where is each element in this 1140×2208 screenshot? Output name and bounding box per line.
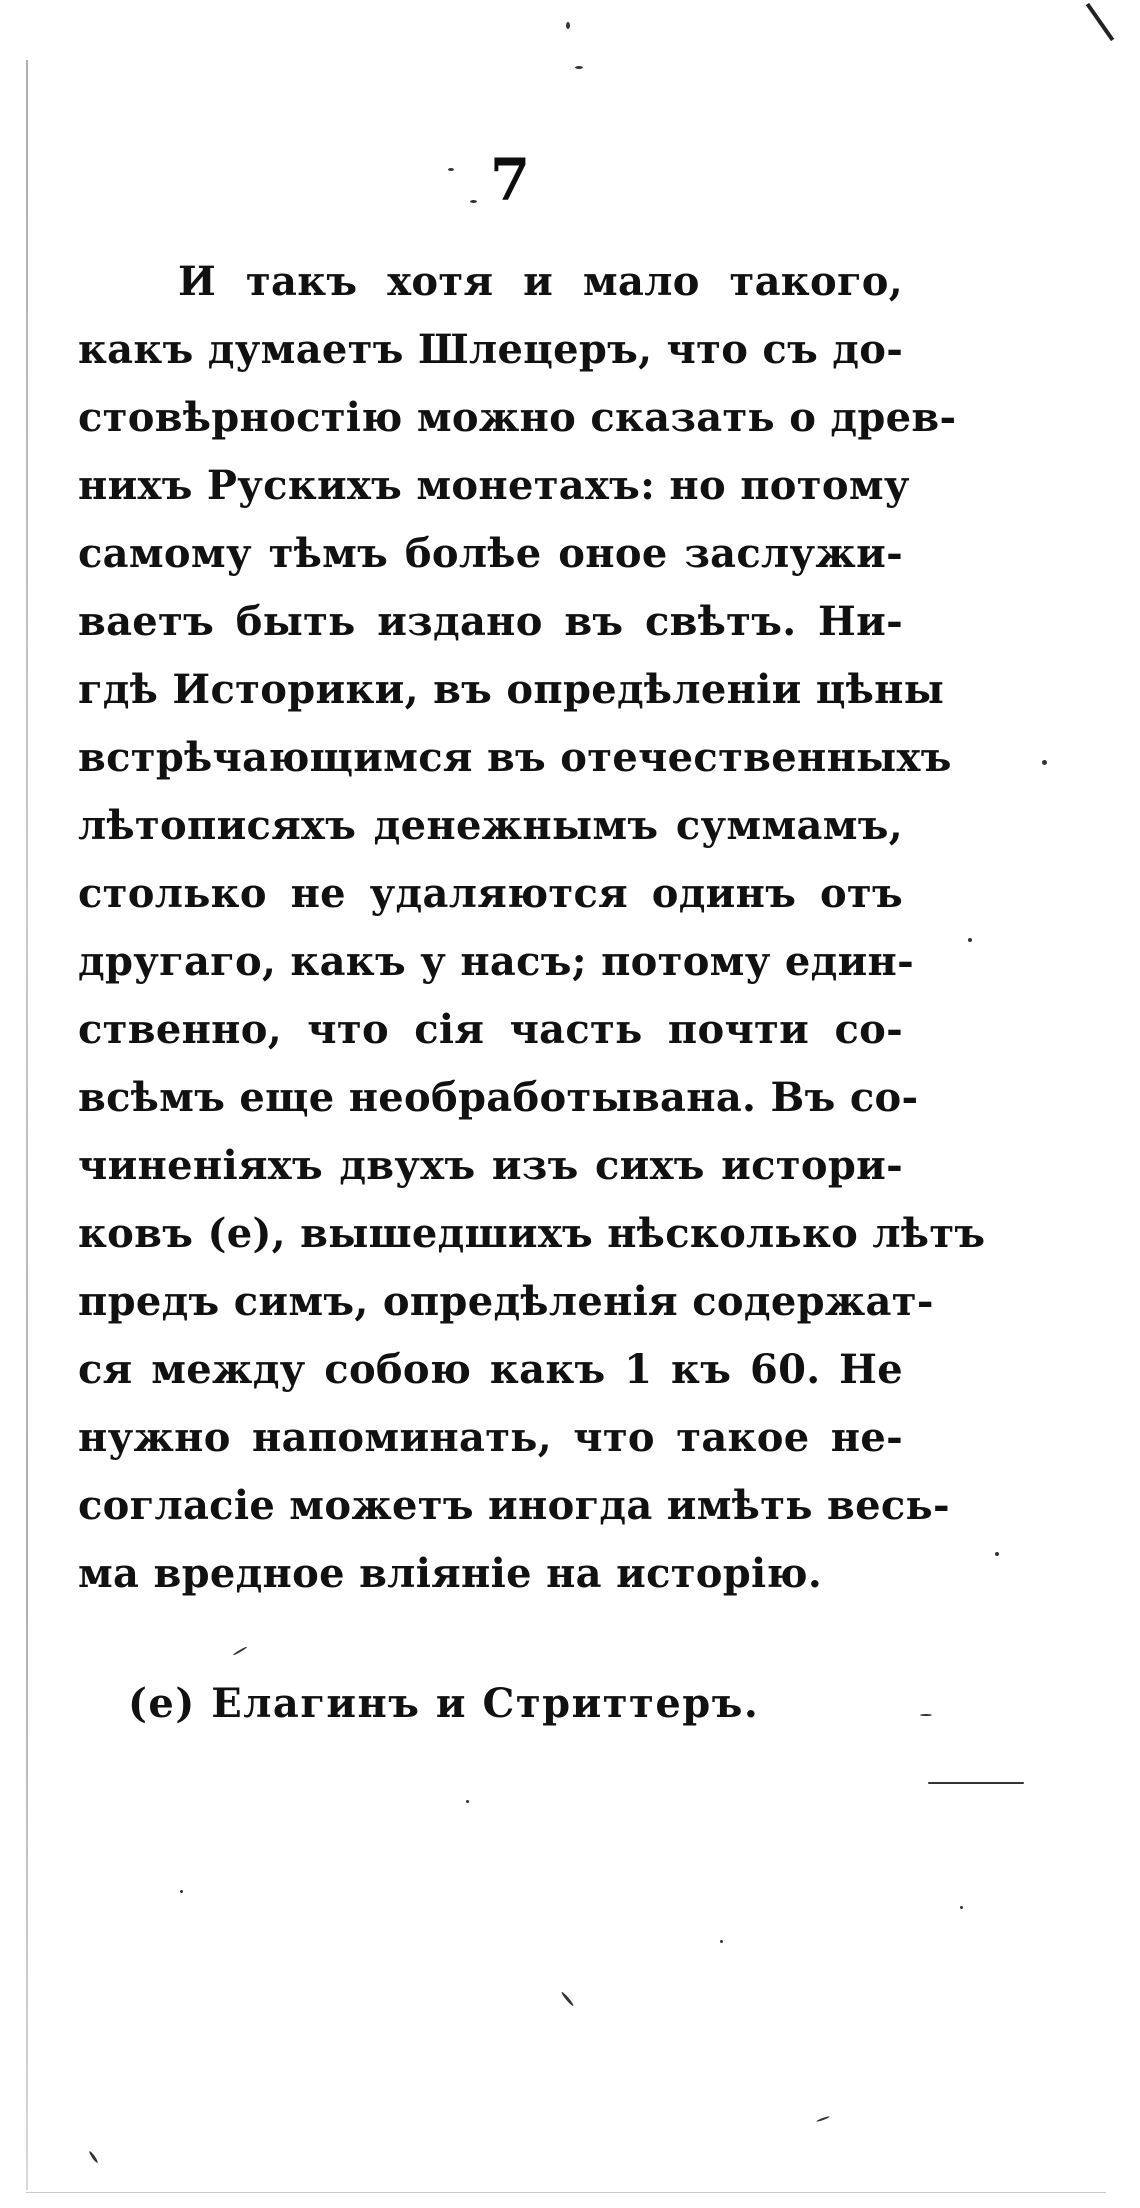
text-line: другаго, какъ у насъ; потому един-	[78, 938, 915, 985]
scan-speck	[561, 1991, 575, 2007]
scan-speck	[88, 2150, 98, 2163]
text-line: ваетъ быть издано въ свѣтъ. Ни-	[78, 598, 903, 645]
text-line: ковъ (е), вышедшихъ нѣсколько лѣтъ	[78, 1210, 986, 1257]
text-line: лѣтописяхъ денежнымъ суммамъ,	[78, 802, 903, 849]
scan-speck	[720, 1940, 723, 1943]
scan-speck	[928, 1782, 1024, 1784]
text-line: самому тѣмъ болѣе оное заслужи-	[78, 530, 903, 577]
scan-speck	[470, 200, 477, 203]
scan-speck	[180, 1890, 183, 1893]
scan-speck	[920, 1714, 932, 1716]
text-line: ма вредное вліяніе на исторію.	[78, 1550, 823, 1597]
text-line: чиненіяхъ двухъ изъ сихъ истори-	[78, 1142, 903, 1189]
scan-artifact	[1086, 3, 1115, 41]
scan-speck	[566, 22, 570, 29]
scan-speck	[995, 1552, 999, 1556]
text-line: встрѣчающимся въ отечественныхъ	[78, 734, 952, 781]
footnote: (е) Елагинъ и Стриттеръ.	[128, 1680, 760, 1727]
body-text	[78, 248, 986, 1608]
page-number: 7	[489, 146, 531, 214]
text-line: какъ думаетъ Шлецеръ, что съ до-	[78, 326, 904, 373]
scan-edge-bottom	[26, 2192, 1106, 2193]
scan-speck	[968, 938, 972, 942]
scan-speck	[575, 66, 583, 69]
scan-speck	[1042, 760, 1047, 765]
text-line: предъ симъ, опредѣленія содержат-	[78, 1278, 934, 1325]
scan-speck	[448, 168, 454, 171]
text-line: всѣмъ еще необработывана. Въ со-	[78, 1074, 919, 1121]
scan-speck	[466, 1800, 469, 1803]
text-line: ственно, что сія часть почти со-	[78, 1006, 903, 1053]
text-line: нужно напоминать, что такое не-	[78, 1414, 903, 1461]
text-line: ся между собою какъ 1 къ 60. Не	[78, 1346, 903, 1393]
text-line: стовѣрностію можно сказать о древ-	[78, 394, 957, 441]
text-line: И такъ хотя и мало такого,	[178, 258, 903, 305]
scan-speck	[816, 2116, 830, 2123]
scan-edge-line	[26, 60, 28, 2190]
text-line: нихъ Рускихъ монетахъ: но потому	[78, 462, 910, 509]
scan-speck	[233, 1646, 248, 1656]
text-line: согласіе можетъ иногда имѣть весь-	[78, 1482, 950, 1529]
text-line: столько не удаляются одинъ отъ	[78, 870, 903, 917]
text-line: гдѣ Историки, въ опредѣленіи цѣны	[78, 666, 945, 713]
scan-speck	[960, 1906, 963, 1909]
